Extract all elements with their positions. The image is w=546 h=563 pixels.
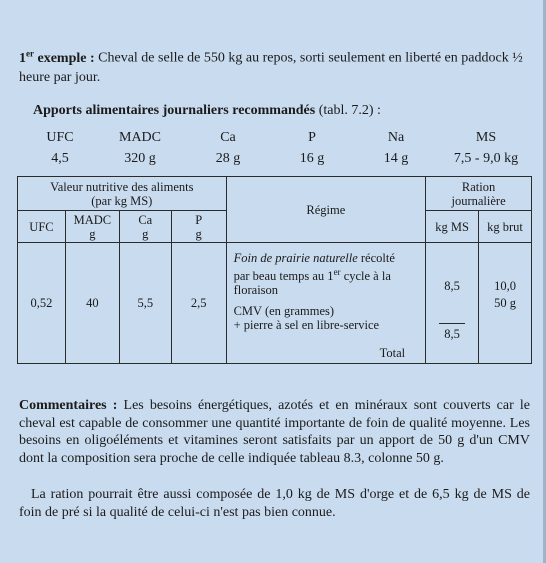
apports-value-ca: 28 g bbox=[215, 151, 241, 166]
example-label: 1er exemple : bbox=[19, 48, 95, 66]
apports-header-na: Na bbox=[387, 130, 405, 145]
apports-value-p: 16 g bbox=[299, 151, 325, 166]
total-kgms: 8,5 bbox=[439, 323, 465, 341]
row-madc: 40 bbox=[65, 243, 119, 364]
kgbrut-cell bbox=[479, 243, 532, 364]
cmv-kgbrut: 50 g bbox=[494, 296, 516, 310]
ration-header: Ration journalière bbox=[426, 177, 532, 211]
col-kgms-header: kg MS bbox=[426, 211, 479, 243]
row-ca: 5,5 bbox=[119, 243, 171, 364]
ration-note-paragraph: La ration pourrait être aussi composée de 1,0 kg de MS d'orge et de 6,5 kg de MS de foin de pré si la qualité de celui-ci n'est pas bien connue. bbox=[19, 487, 530, 520]
apports-header-ufc: UFC bbox=[46, 130, 74, 145]
apports-value-madc: 320 g bbox=[124, 151, 156, 166]
regime-cell: Foin de prairie naturelle récolté par beau temps au 1er cycle à la floraison CMV (en grammes) + pierre à sel en libre-service Total bbox=[226, 243, 426, 364]
regime-total-label: Total bbox=[379, 346, 406, 361]
col-kgbrut-header: kg brut bbox=[479, 211, 532, 243]
apports-value-na: 14 g bbox=[383, 151, 409, 166]
col-madc-header: MADC g bbox=[65, 211, 119, 243]
apports-heading: Apports alimentaires journaliers recommandés (tabl. 7.2) : bbox=[33, 103, 381, 118]
apports-header-p: P bbox=[308, 130, 316, 145]
apports-header-ca: Ca bbox=[220, 130, 236, 145]
apports-value-row bbox=[0, 151, 546, 171]
ration-table bbox=[17, 176, 532, 364]
commentaires-paragraph bbox=[19, 397, 530, 467]
col-p-header: P g bbox=[171, 211, 226, 243]
regime-header: Régime bbox=[226, 177, 426, 243]
apports-header-ms: MS bbox=[475, 130, 497, 145]
commentaires-text: Les besoins énergétiques, azotés et en minéraux sont couverts car le cheval est capable de consommer une quantité importante de foin de qualité moyenne. Les besoins en oligoéléments et vitamines seront satisfaits par un apport de 50 g d'un CMV dont la composition sera proche de celle indiquée tableau 8.3, colonne 50 g. bbox=[19, 398, 530, 466]
apports-header-row bbox=[0, 130, 546, 150]
row-ufc: 0,52 bbox=[18, 243, 66, 364]
apports-value-ufc: 4,5 bbox=[51, 151, 69, 166]
commentaires-label: Commentaires : bbox=[19, 398, 118, 413]
foin-kgms: 8,5 bbox=[444, 279, 460, 293]
example-paragraph bbox=[19, 44, 529, 87]
row-p: 2,5 bbox=[171, 243, 226, 364]
apports-value-ms: 7,5 - 9,0 kg bbox=[453, 151, 519, 166]
example-text: Cheval de selle de 550 kg au repos, sorti seulement en liberté en paddock ½ heure par jour. bbox=[19, 50, 523, 85]
nutritive-value-header: Valeur nutritive des aliments (par kg MS) bbox=[18, 177, 227, 211]
foin-kgbrut: 10,0 bbox=[494, 279, 516, 293]
col-ufc-header: UFC bbox=[18, 211, 66, 243]
apports-header-madc: MADC bbox=[118, 130, 162, 145]
regime-foin-italic: Foin de prairie naturelle bbox=[233, 251, 358, 265]
col-ca-header: Ca g bbox=[119, 211, 171, 243]
kgms-cell bbox=[426, 243, 479, 364]
